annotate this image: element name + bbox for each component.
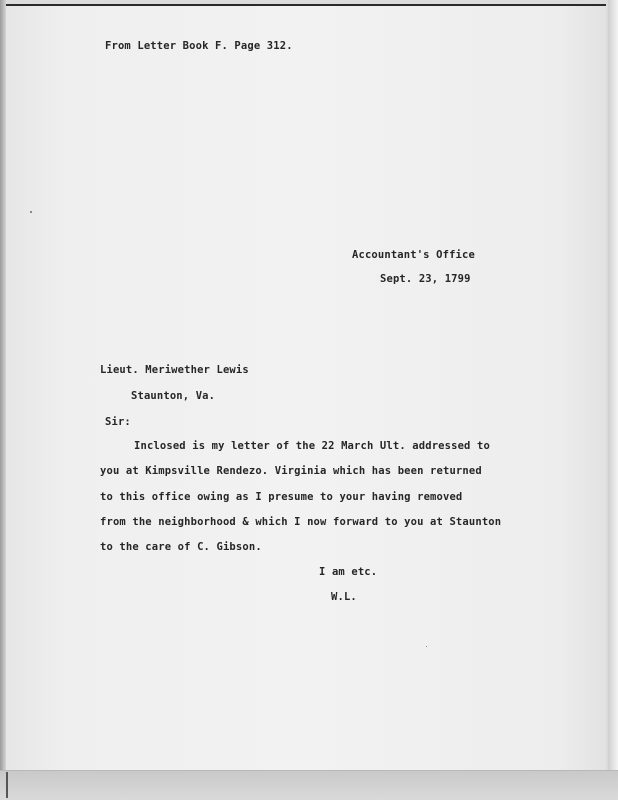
letter-date: Sept. 23, 1799 xyxy=(380,273,471,285)
body-line: to this office owing as I presume to your having removed xyxy=(100,491,463,503)
paper-speck xyxy=(30,211,32,213)
recipient-location: Staunton, Va. xyxy=(131,390,216,402)
body-line: to the care of C. Gibson. xyxy=(100,541,262,553)
scan-bottom-band xyxy=(0,770,618,800)
body-line: you at Kimpsville Rendezo. Virginia which has been returned xyxy=(100,465,482,477)
body-line: Inclosed is my letter of the 22 March Ult. addressed to xyxy=(134,440,490,452)
source-reference: From Letter Book F. Page 312. xyxy=(105,40,293,52)
paper-speck xyxy=(426,646,427,647)
recipient-name: Lieut. Meriwether Lewis xyxy=(100,364,249,376)
body-line: from the neighborhood & which I now forward to you at Staunton xyxy=(100,516,502,528)
sender-office: Accountant's Office xyxy=(352,249,475,261)
salutation: Sir: xyxy=(105,416,131,428)
letter-page xyxy=(6,4,606,772)
closing: I am etc. xyxy=(319,566,378,578)
scan-right-edge xyxy=(608,0,618,800)
scan-bottom-mark xyxy=(6,772,8,798)
signature-initials: W.L. xyxy=(331,591,357,603)
